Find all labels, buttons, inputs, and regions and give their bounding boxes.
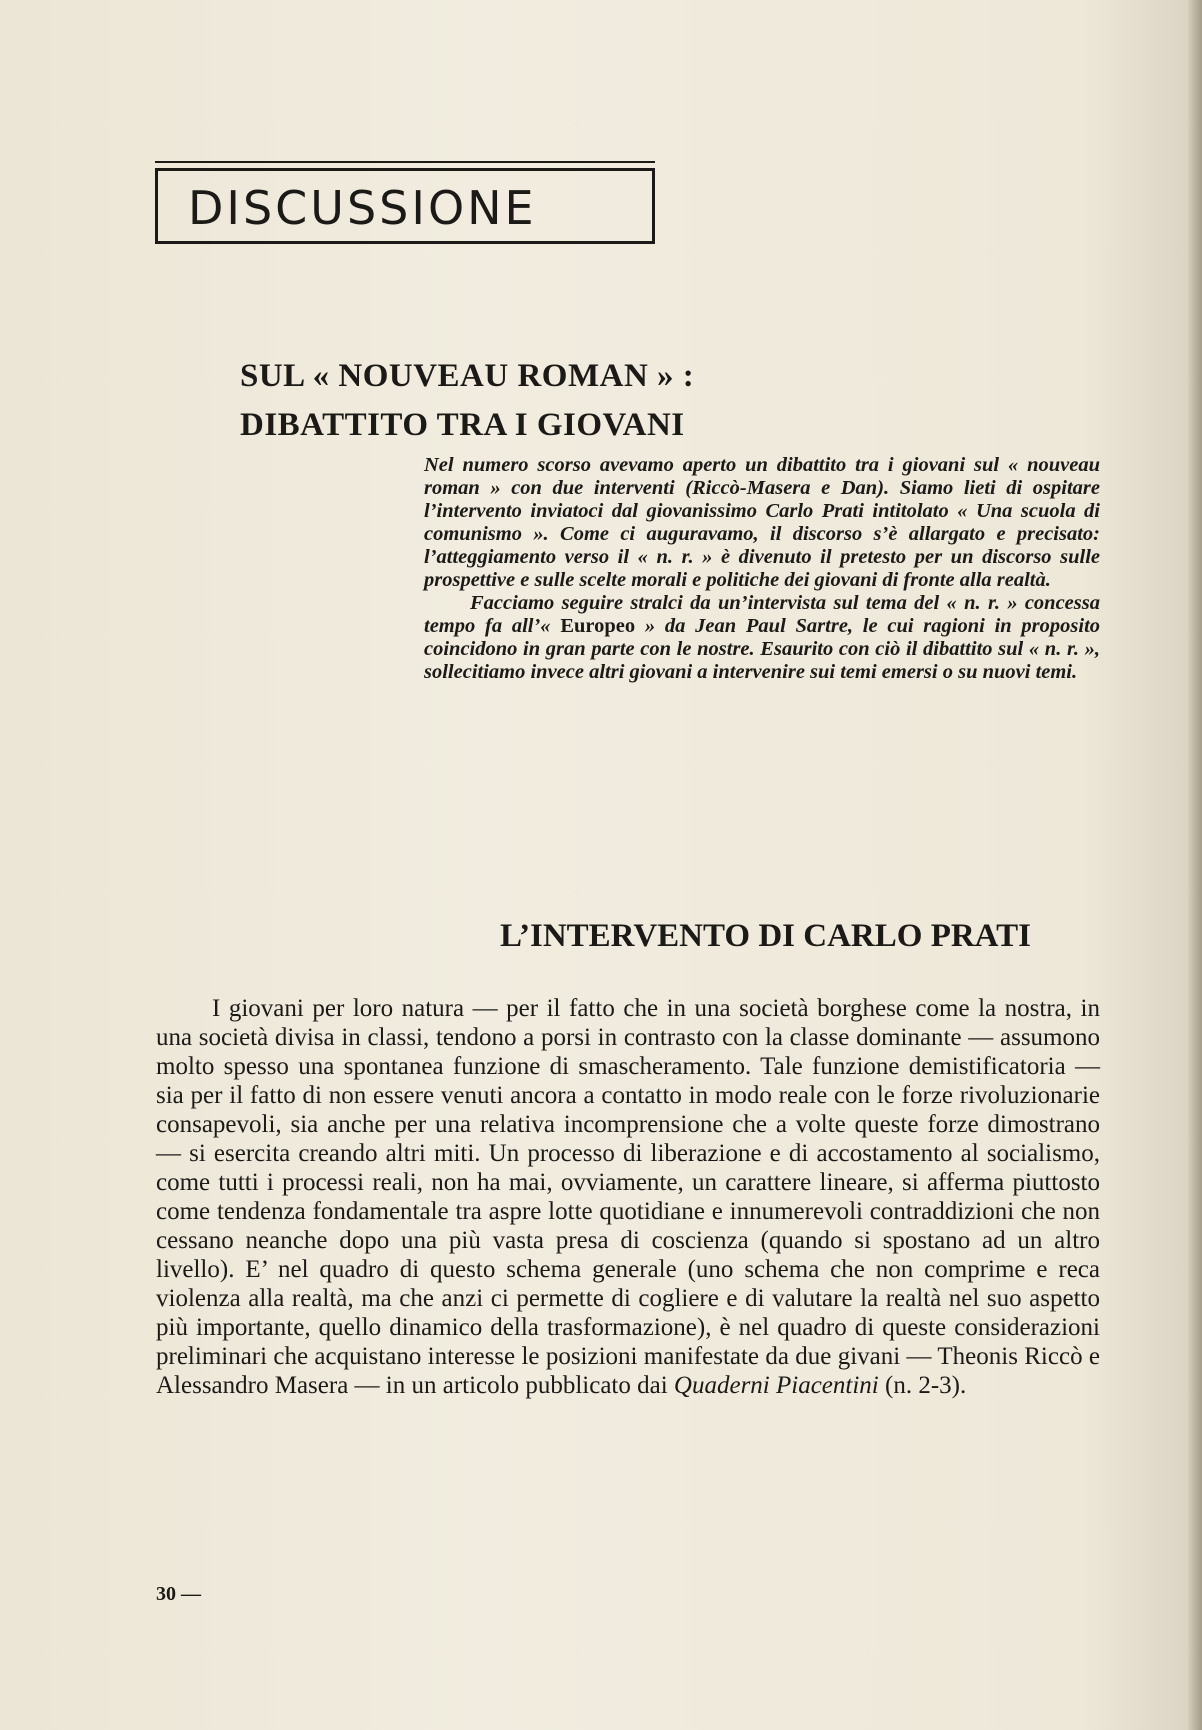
section-subheading: L’INTERVENTO DI CARLO PRATI xyxy=(500,918,1031,954)
article-title-line2: DIBATTITO TRA I GIOVANI xyxy=(240,407,685,443)
section-label: DISCUSSIONE xyxy=(188,181,537,235)
intro-p2-part-a: Facciamo seguire stralci da un’intervista sul tema del « n. r. » concessa tempo fa all’« xyxy=(424,592,1100,637)
intro-p2-europeo: Europeo xyxy=(560,615,636,637)
body-p1-part-a: I giovani per loro natura — per il fatto che in una società borghese come la nostra, in una società divisa in classi, tendono a porsi in contrasto con la classe dominante — assumono molto spesso una spontanea funzione di smascheramento. Tale funzione demistificatoria — sia per il fatto di non essere venuti ancora a contatto in modo reale con le forze rivoluzionarie consapevoli, sia anche per una relativa incomprensione che a volte queste forze dimostrano — si esercita creando altri miti. Un processo di liberazione e di accostamento al socialismo, come tutti i processi reali, non ha mai, ovviamente, un carattere lineare, si afferma piuttosto come tendenza fondamentale tra aspre lotte quotidiane e innumerevoli contraddizioni che non cessano neanche dopo una più vasta presa di coscienza (quando si spostano ad un altro livello). E’ nel quadro di questo schema generale (uno schema che non comprime e reca violenza alla realtà, ma che anzi ci permette di cogliere e di valutare la realtà nel suo aspetto più importante, quello dinamico della trasformazione), è nel quadro di queste considerazioni preliminari che acquistano interesse le posizioni manifestate da due givani — Theonis Riccò e Alessandro Masera — in un articolo pubblicato dai xyxy=(156,995,1100,1399)
page-number: 30 — xyxy=(156,1583,201,1605)
article-body xyxy=(156,994,1100,1400)
body-p1-part-c: (n. 2-3). xyxy=(885,1372,967,1399)
intro-paragraph-1: Nel numero scorso avevamo aperto un dibattito tra i giovani sul « nouveau roman » con due interventi (Riccò-Masera e Dan). Siamo lieti di ospitare l’intervento inviatoci dal giovanissimo Carlo Prati intitolato « Una scuola di comunismo ». Come ci auguravamo, il discorso s’è allargato e precisato: l’atteggiamento verso il « n. r. » è divenuto il pretesto per un discorso sulle prospettive e sulle scelte morali e politiche dei giovani di fronte alla realtà. xyxy=(424,454,1100,591)
article-title xyxy=(240,352,840,450)
page-edge-shadow xyxy=(1188,0,1202,1730)
article-title-line1: SUL « NOUVEAU ROMAN » : xyxy=(240,358,695,394)
body-p1-journal-title: Quaderni Piacentini xyxy=(673,1372,879,1399)
intro-paragraph-2 xyxy=(424,592,1100,684)
intro-p2-part-c: » da Jean Paul Sartre, le cui ragioni in proposito coincidono in gran parte con le nostre. Esaurito con ciò il dibattito sul « n. r. », sollecitiamo invece altri giovani a intervenire sui temi emersi o su nuovi temi. xyxy=(424,615,1101,683)
section-label-box xyxy=(155,168,655,244)
editorial-intro xyxy=(424,454,1100,684)
body-paragraph-1 xyxy=(156,994,1100,1400)
